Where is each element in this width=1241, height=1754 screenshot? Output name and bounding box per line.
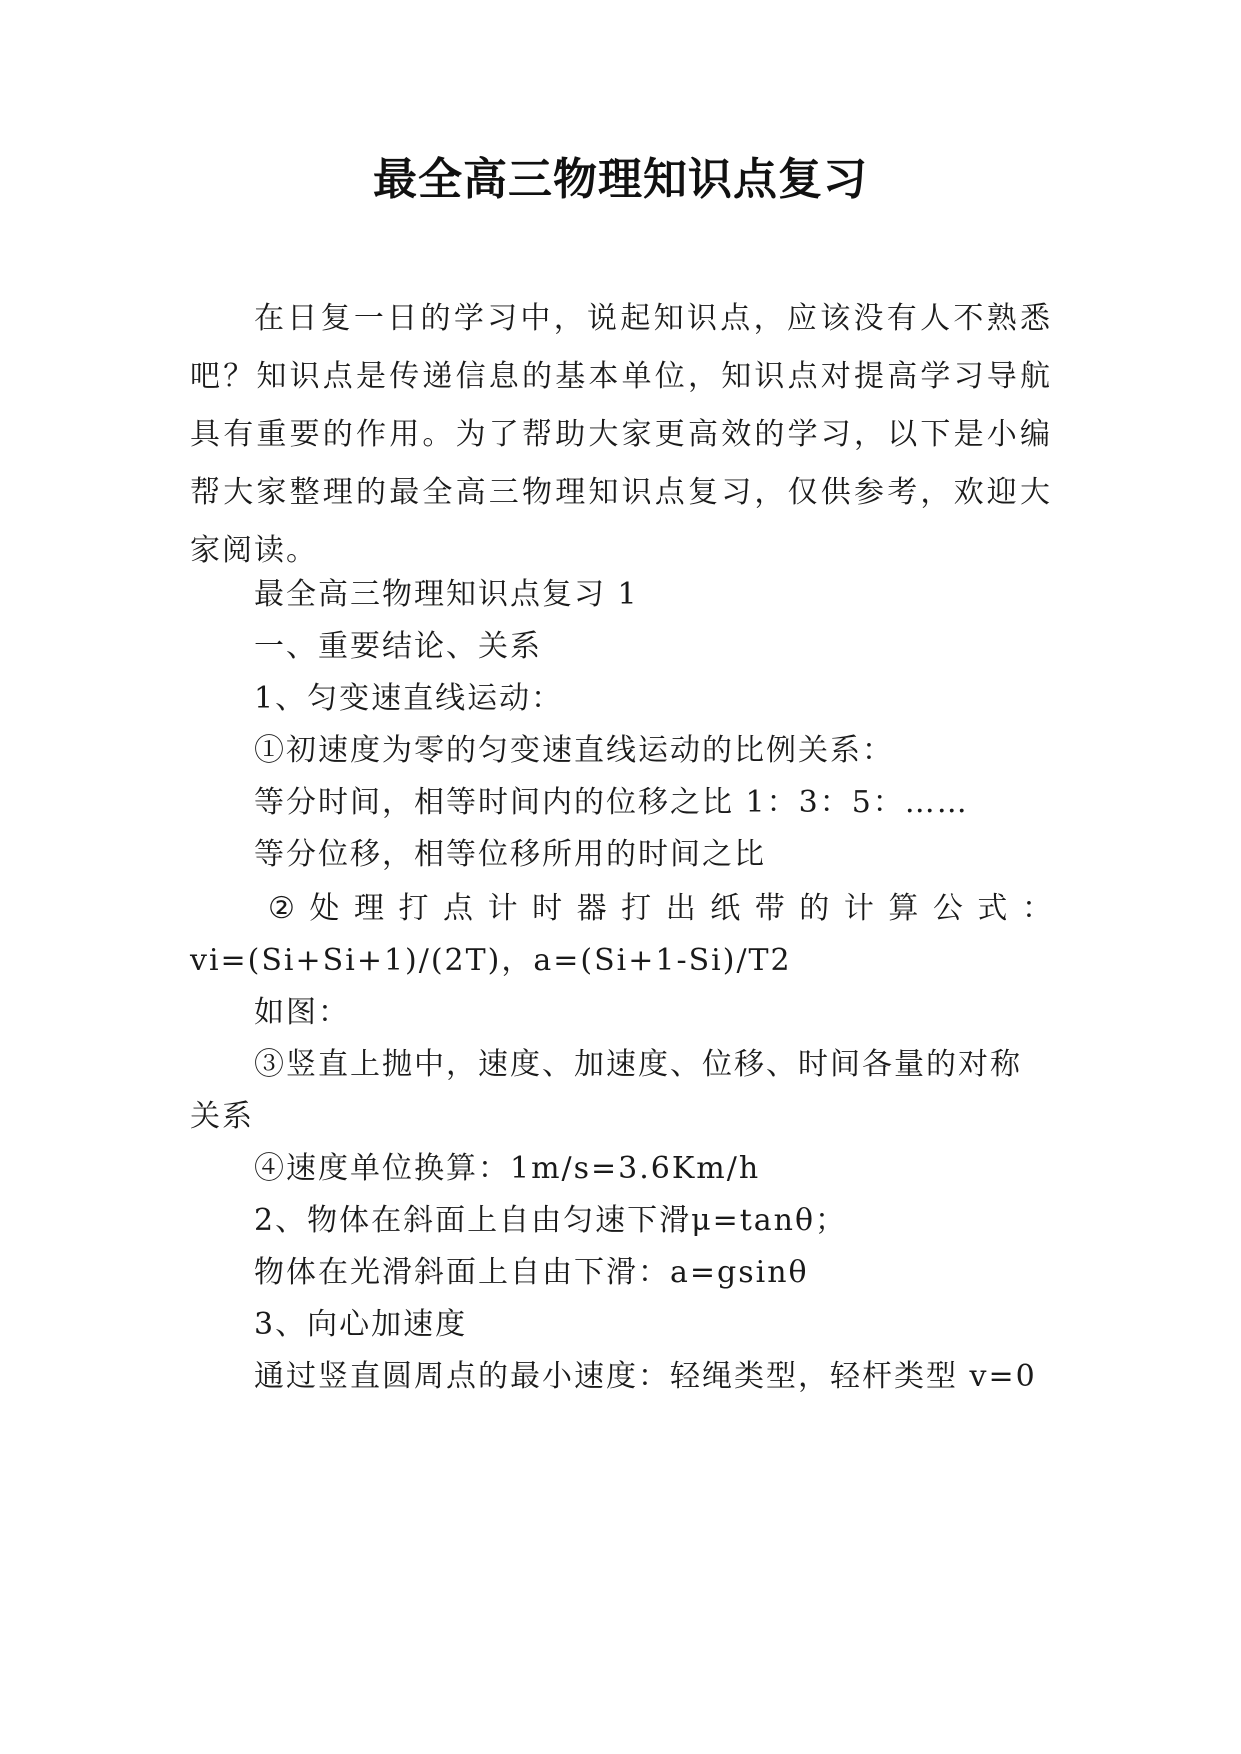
spread-char: 公 [932, 891, 963, 926]
item-ratio-relation: ①初速度为零的匀变速直线运动的比例关系： [254, 733, 894, 768]
item-speed-unit-conversion: ④速度单位换算：1m/s=3.6Km/h [254, 1151, 761, 1186]
spread-char: 点 [443, 891, 474, 926]
item-incline-uniform-slide: 2、物体在斜面上自由匀速下滑μ=tanθ； [254, 1203, 848, 1238]
intro-paragraph: 在日复一日的学习中，说起知识点，应该没有人不熟悉吧？知识点是传递信息的基本单位，知识点对提高学习导航具有重要的作用。为了帮助大家更高效的学习，以下是小编帮大家整理的最全高三物理知识点复习，仅供参考，欢迎大家阅读。 [190, 301, 1052, 568]
item-timer-formula-heading [268, 889, 1052, 929]
spread-char: 计 [843, 891, 874, 926]
item-uniform-acceleration: 1、匀变速直线运动： [254, 681, 564, 716]
spread-char: 算 [888, 891, 919, 926]
spread-char: 式 [977, 891, 1008, 926]
item-vertical-throw-line2: 关系 [190, 1099, 254, 1134]
item-as-figure: 如图： [254, 995, 350, 1030]
spread-char: 带 [754, 891, 785, 926]
document-title: 最全高三物理知识点复习 [373, 154, 868, 205]
spread-char: 的 [799, 891, 830, 926]
item-vertical-throw-line1: ③竖直上抛中，速度、加速度、位移、时间各量的对称 [254, 1047, 1022, 1082]
spread-char: 时 [532, 891, 563, 926]
heading-important-conclusions: 一、重要结论、关系 [254, 629, 542, 664]
spread-char: ② [268, 891, 295, 926]
spread-char: 纸 [710, 891, 741, 926]
spread-char: 器 [576, 891, 607, 926]
item-timer-formula: vi=(Si+Si+1)/(2T)，a=(Si+1-Si)/T2 [190, 943, 792, 978]
spread-char: 打 [398, 891, 429, 926]
item-min-speed-circle: 通过竖直圆周点的最小速度：轻绳类型，轻杆类型 v=0 [254, 1359, 1037, 1394]
spread-char: 处 [309, 891, 340, 926]
spread-char: 打 [621, 891, 652, 926]
item-equal-time-ratio: 等分时间，相等时间内的位移之比 1：3：5：…… [254, 785, 969, 820]
spread-char: 计 [487, 891, 518, 926]
item-equal-displacement-ratio: 等分位移，相等位移所用的时间之比 [254, 837, 766, 872]
spread-char: 出 [665, 891, 696, 926]
item-smooth-incline-slide: 物体在光滑斜面上自由下滑：a=gsinθ [254, 1255, 809, 1290]
section-title: 最全高三物理知识点复习 1 [254, 577, 639, 612]
item-centripetal-acceleration: 3、向心加速度 [254, 1307, 468, 1342]
spread-char: 理 [353, 891, 384, 926]
spread-char: ： [1021, 891, 1052, 926]
